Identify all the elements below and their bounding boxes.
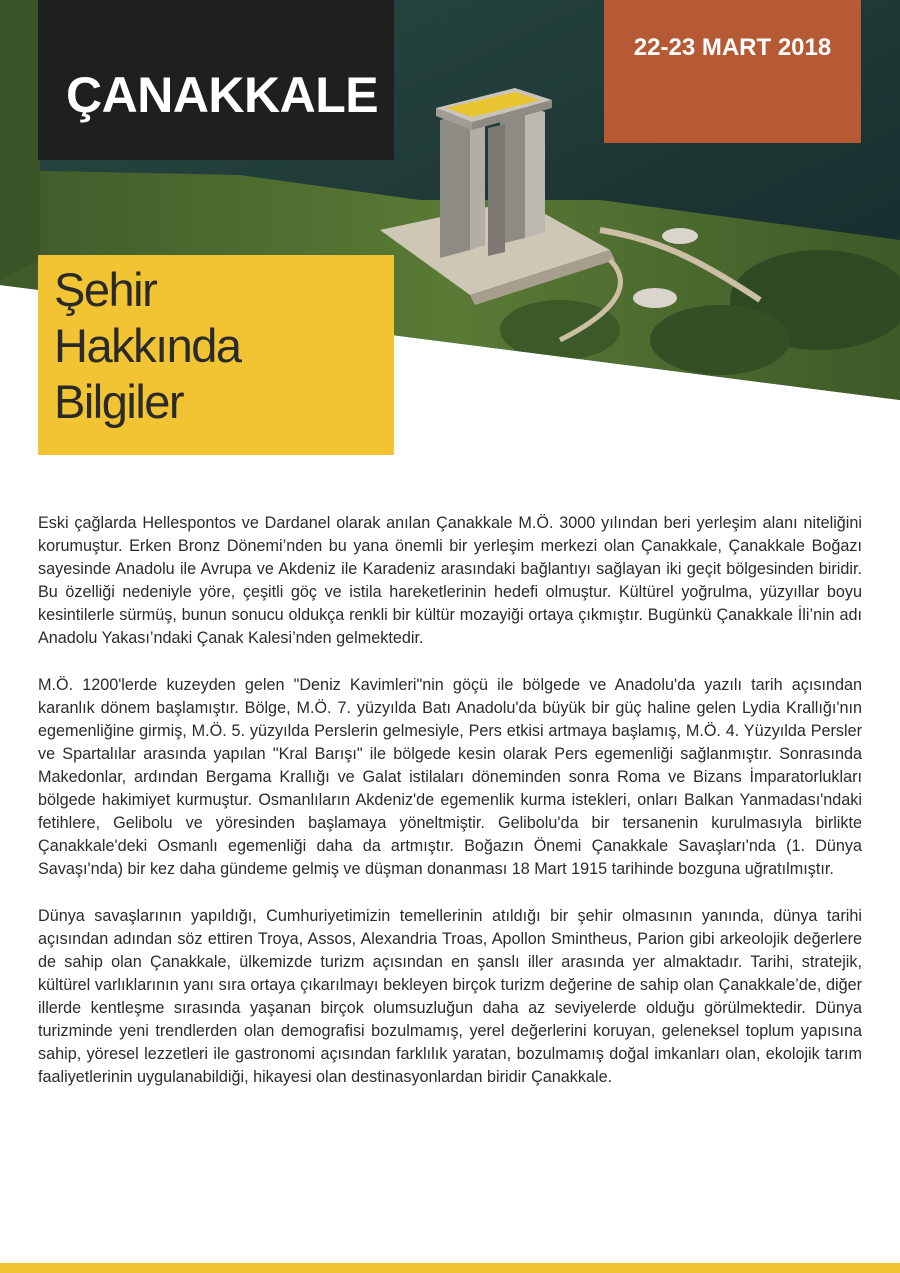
- paragraph: Eski çağlarda Hellespontos ve Dardanel olarak anılan Çanakkale M.Ö. 3000 yılından beri yerleşim alanı niteliğini korumuştur. Erken Bronz Dönemi’nden bu yana önemli bir yerleşim merkezi olan Çanakkale, Çanakkale Boğazı sayesinde Anadolu ile Avrupa ve Akdeniz ile Karadeniz arasındaki bağlantıyı sağlayan iki geçit bölgesinden biridir. Bu özelliği nedeniyle yöre, çeşitli göç ve istila hareketlerinin hedefi olmuştur. Kültürel yoğrulma, yüzyıllar boyu kesintilerle sürmüş, bunun sonucu oldukça renkli bir kültür mozayiği ortaya çıkmıştır. Bugünkü Çanakkale İli’nin adı Anadolu Yakası’ndaki Çanak Kalesi’nden gelmektedir.: [38, 514, 862, 647]
- city-title: ÇANAKKALE: [66, 67, 379, 123]
- section-title-line: Şehir: [54, 263, 157, 316]
- paragraph: Dünya savaşlarının yapıldığı, Cumhuriyetimizin temellerinin atıldığı bir şehir olmasının yanında, dünya tarihi açısından adından söz ettiren Troya, Assos, Alexandria Troas, Apollon Smintheus, Parion gibi arkeolojik değerlere de sahip olan Çanakkale, ülkemizde turizm açısından en şanslı iller arasında yer almaktadır. Tarihi, stratejik, kültürel varlıklarının yanı sıra ortaya çıkarılmayı bekleyen birçok turizm değerine de sahip olan Çanakkale’de, diğer illerde kentleşme sırasında yaşanan birçok olumsuzluğun daha az seviyelerde olduğu görülmektedir. Dünya turizminde yeni trendlerden olan demografisi bozulmamış, yerel değerlerini koruyan, geleneksel toplum yapısına sahip, yöresel lezzetleri ile gastronomi açısından farklılık yaratan, bozulmamış doğal imkanları olan, ekolojik tarım faaliyetlerinin uygulanabildiği, hikayesi olan destinasyonlardan biridir Çanakkale.: [38, 907, 862, 1086]
- article-body: [38, 512, 862, 1113]
- date-badge: [604, 0, 861, 143]
- paragraph: M.Ö. 1200'lerde kuzeyden gelen "Deniz Kavimleri"nin göçü ile bölgede ve Anadolu'da yazılı tarih açısından karanlık dönem başlamıştır. Bölge, M.Ö. 7. yüzyılda Batı Anadolu'da büyük bir güç haline gelen Lydia Krallığı'nın egemenliğine girmiş, M.Ö. 5. yüzyılda Perslerin gelmesiyle, Pers etkisi artmaya başlamış, M.Ö. 4. Yüzyılda Persler ve Spartalılar arasında yapılan "Kral Barışı" ile bölgede kesin olarak Pers egemenliği sağlanmıştır. Sonrasında Makedonlar, ardından Bergama Krallığı ve Galat istilaları döneminden sonra Roma ve Bizans İmparatorlukları bölgede hakimiyet kurmuştur. Osmanlıların Akdeniz'de egemenlik kurma istekleri, onları Balkan Yanmadası'ndaki fetihlere, Gelibolu ve yöresinden başlamaya yöneltmiştir. Gelibolu'da bir tersanenin kurulmasıyla birlikte Çanakkale'deki Osmanlı egemenliği daha da artmıştır. Boğazın Önemi Çanakkale Savaşları'nda (1. Dünya Savaşı'nda) bir kez daha gündeme gelmiş ve düşman donanması 18 Mart 1915 tarihinde bozguna uğratılmıştır.: [38, 676, 862, 878]
- section-title: [54, 262, 241, 430]
- section-title-line: Hakkında: [54, 319, 241, 372]
- footer-bar: [0, 1263, 900, 1273]
- section-title-line: Bilgiler: [54, 375, 184, 428]
- event-date: 22-23 MART 2018: [633, 34, 832, 61]
